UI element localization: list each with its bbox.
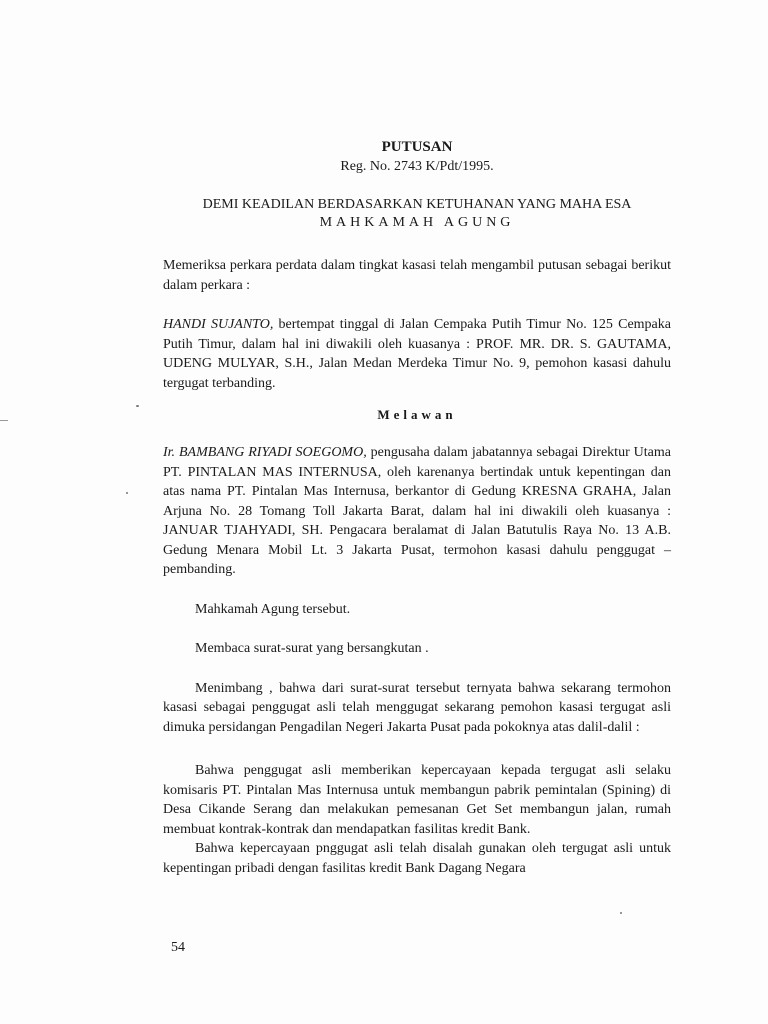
document-body (163, 138, 671, 878)
registration-number: Reg. No. 2743 K/Pdt/1995. (340, 159, 494, 174)
party1-paragraph (163, 315, 671, 393)
considering-paragraph: Menimbang , bahwa dari surat-surat tersebut ternyata bahwa sekarang termohon kasasi sebagai penggugat asli telah menggugat sekarang pemohon kasasi tergugat asli dimuka persidangan Pengadilan Negeri Jakarta Pusat pada pokoknya atas dalil-dalil : (163, 680, 671, 735)
reading-line: Membaca surat-surat yang bersangkutan . (195, 641, 429, 656)
court-name-heading: MAHKAMAH AGUNG (319, 215, 515, 230)
claim2-paragraph: Bahwa kepercayaan pnggugat asli telah disalah gunakan oleh tergugat asli untuk kepentingan pribadi dengan fasilitas kredit Bank Dagang Negara (163, 841, 671, 876)
scan-speck (126, 492, 128, 494)
scan-edge-mark (0, 420, 8, 421)
party1-name: HANDI SUJANTO, (163, 317, 274, 332)
intro-paragraph: Memeriksa perkara perdata dalam tingkat kasasi telah mengambil putusan sebagai berikut dalam perkara : (163, 258, 671, 293)
party2-paragraph (163, 443, 671, 580)
page-number: 54 (171, 940, 185, 955)
party1-text: bertempat tinggal di Jalan Cempaka Putih Timur No. 125 Cempaka Putih Timur, dalam hal ini diwakili oleh kuasanya : PROF. MR. DR. S. GAUTAMA, UDENG MULYAR, S.H., Jalan Medan Merdeka Timur No. 9, pemohon kasasi dahulu tergugat terbanding. (163, 317, 671, 391)
claim1-paragraph: Bahwa penggugat asli memberikan kepercayaan kepada tergugat asli selaku komisaris PT. Pintalan Mas Internusa untuk membangun pabrik pemintalan (Spining) di Desa Cikande Serang dan melakukan pemesanan Get Set membangun jalan, rumah membuat kontrak-kontrak dan mendapatkan fasilitas kredit Bank. (163, 763, 671, 837)
party2-name: Ir. BAMBANG RIYADI SOEGOMO, (163, 445, 367, 460)
scan-speck (620, 912, 622, 914)
scan-speck (136, 405, 139, 407)
party2-text: pengusaha dalam jabatannya sebagai Direktur Utama PT. PINTALAN MAS INTERNUSA, oleh karenanya bertindak untuk kepentingan dan atas nama PT. Pintalan Mas Internusa, berkantor di Gedung KRESNA GRAHA, Jalan Arjuna No. 28 Tomang Toll Jakarta Barat, dalam hal ini diwakili oleh kuasanya : JANUAR TJAHYADI, SH. Pengacara beralamat di Jalan Batutulis Raya No. 13 A.B. Gedung Menara Mobil Lt. 3 Jakarta Pusat, termohon kasasi dahulu penggugat –pembanding. (163, 445, 671, 577)
court-line: Mahkamah Agung tersebut. (195, 601, 351, 617)
preamble-line: DEMI KEADILAN BERDASARKAN KETUHANAN YANG MAHA ESA (202, 197, 632, 212)
document-title: PUTUSAN (381, 139, 453, 155)
versus-heading: Melawan (377, 407, 457, 422)
